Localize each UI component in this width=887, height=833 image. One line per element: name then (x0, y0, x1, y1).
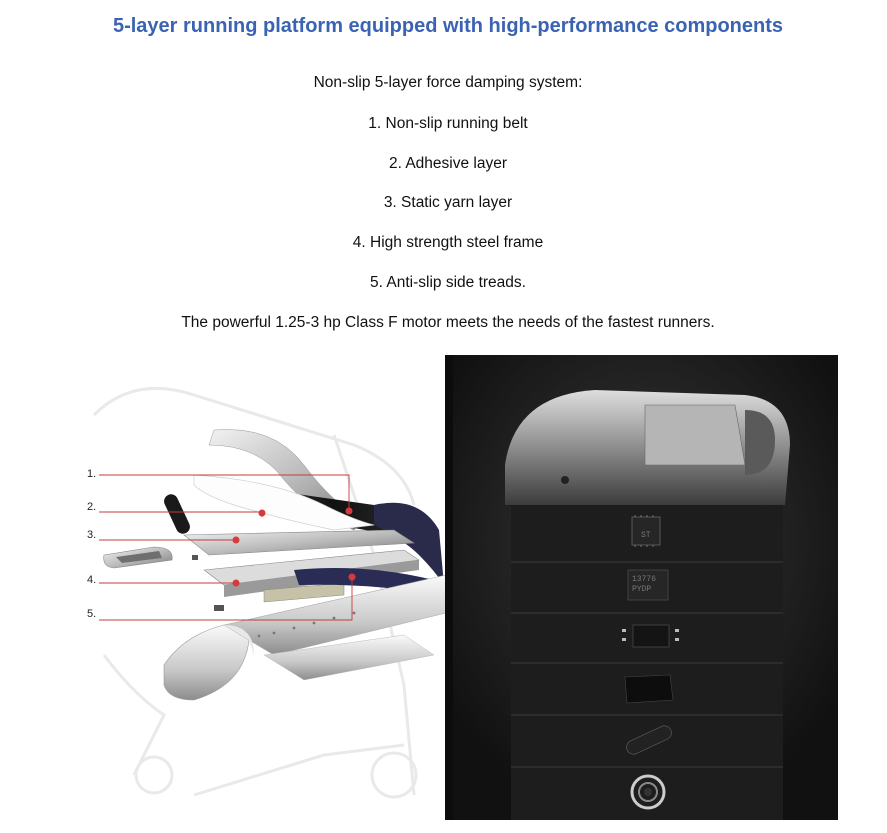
chip-marking-2a: 13776 (632, 575, 657, 584)
housing-bolt (561, 476, 569, 484)
motor-note: The powerful 1.25-3 hp Class F motor meets the needs of the fastest runners. (181, 314, 715, 331)
chip-marking-2b: PYDP (632, 585, 652, 594)
showcase-edge (445, 355, 453, 820)
components-showcase (445, 355, 838, 820)
callout-label-2: 2. (87, 501, 97, 513)
layer-item-1: 1. Non-slip running belt (368, 115, 528, 132)
small-roller (162, 492, 192, 536)
layer-item-2: 2. Adhesive layer (388, 155, 508, 172)
layer-item-3: 3. Static yarn layer (383, 194, 513, 211)
callout-label-3: 3. (87, 529, 97, 541)
motor-cylinder (645, 405, 745, 465)
deck-plate (184, 530, 414, 555)
exploded-platform-illustration (74, 355, 446, 825)
damping-intro: Non-slip 5-layer force damping system: (313, 74, 583, 91)
components-illustration (445, 355, 838, 820)
driver-ic-chip (628, 570, 668, 600)
callout-label-1: 1. (87, 468, 97, 480)
belt-sample (625, 675, 673, 703)
exploded-platform-diagram (74, 355, 446, 825)
page-title: 5-layer running platform equipped with high-performance components (112, 15, 784, 37)
layer-item-4: 4. High strength steel frame (352, 234, 544, 251)
callout-label-4: 4. (87, 574, 97, 586)
callout-label-5: 5. (87, 608, 97, 620)
end-cap-cover (164, 625, 249, 700)
microcontroller-chip (632, 515, 660, 547)
layer-item-5: 5. Anti-slip side treads. (370, 274, 526, 291)
chip-marking-1: ST (641, 531, 651, 540)
